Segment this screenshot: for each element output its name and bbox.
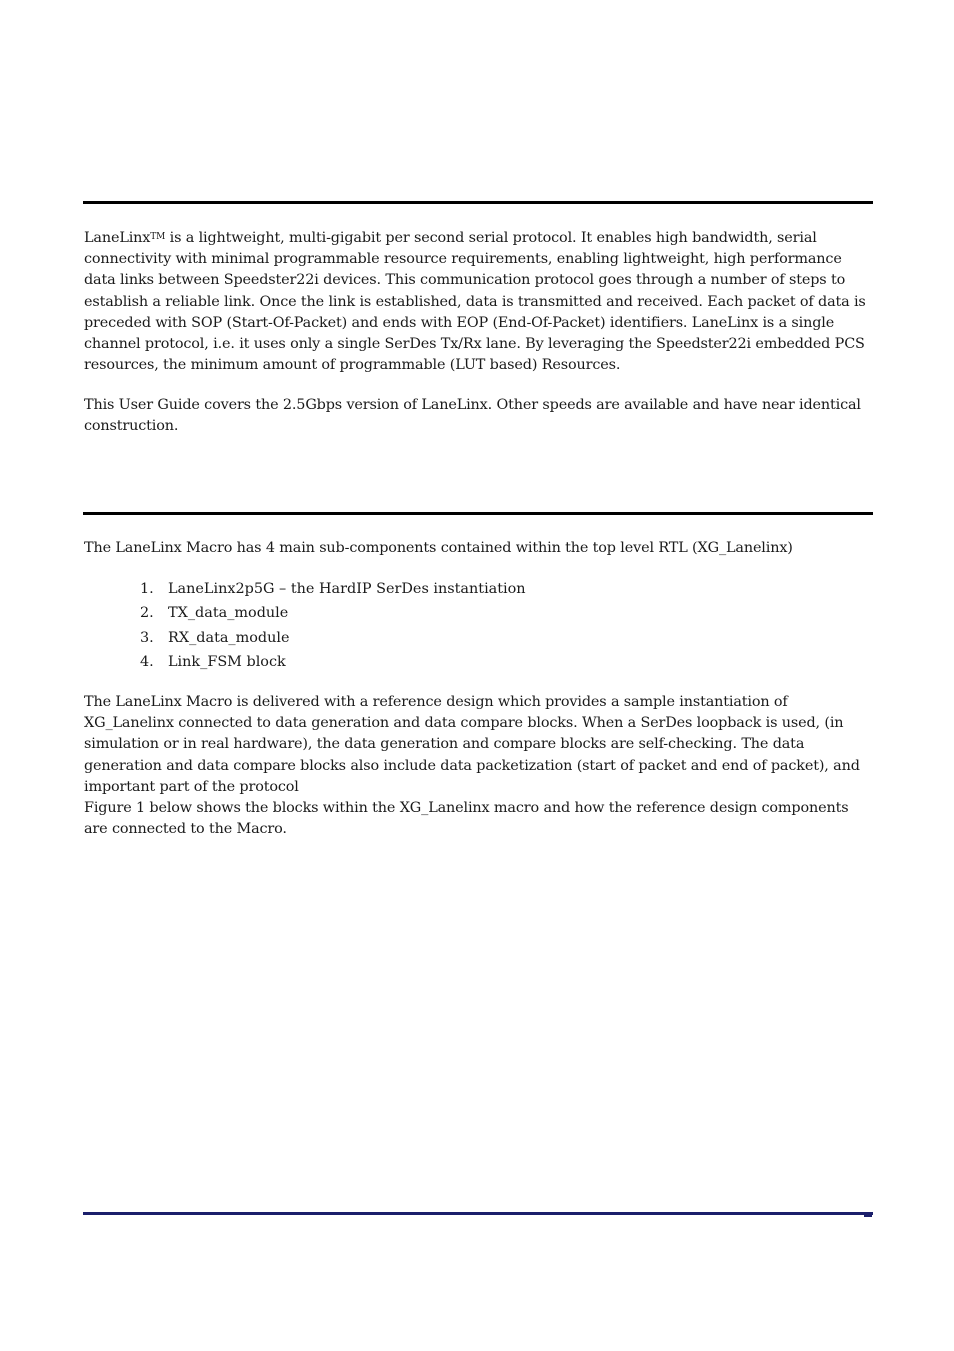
- version-paragraph: This User Guide covers the 2.5Gbps version of LaneLinx. Other speeds are available and have near identical construction.: [84, 397, 861, 435]
- section-1-rule: [83, 201, 873, 204]
- components-list: [140, 577, 840, 674]
- footer-tick: [864, 1215, 872, 1217]
- list-item: [140, 577, 840, 601]
- footer-rule: [83, 1212, 873, 1215]
- intro-paragraph: [84, 227, 874, 376]
- list-text: TX_data_module: [168, 605, 289, 622]
- trademark-mark: TM: [150, 232, 166, 242]
- section-1-body-2: [84, 395, 874, 437]
- list-number: 3.: [140, 629, 154, 646]
- list-text: Link_FSM block: [168, 653, 286, 670]
- list-number: 2.: [140, 605, 154, 622]
- figure-reference-paragraph: Figure 1 below shows the blocks within the XG_Lanelinx macro and how the reference design components are connected to the Macro.: [84, 800, 849, 838]
- list-item: [140, 626, 840, 650]
- section-2-intro: [84, 538, 874, 559]
- lanelinx-name: LaneLinx: [84, 230, 151, 246]
- list-number: 1.: [140, 581, 154, 597]
- section-2-body-2: [84, 798, 874, 840]
- intro-paragraph-text: is a lightweight, multi-gigabit per second serial protocol. It enables high bandwidth, serial connectivity with minimal programmable resource requirements, enabling lightweight, high performance data links between Speedster22i devices. This communication protocol goes through a number of steps to establish a reliable link. Once the link is established, data is transmitted and received. Each packet of data is preceded with SOP (Start-Of-Packet) and ends with EOP (End-Of-Packet) identifiers. LaneLinx is a single channel protocol, i.e. it uses only a single SerDes Tx/Rx lane. By leveraging the Speedster22i embedded PCS resources, the minimum amount of programmable (LUT based) Resources.: [84, 230, 866, 374]
- list-text: RX_data_module: [168, 629, 290, 646]
- section-2-rule: [83, 512, 873, 515]
- list-number: 4.: [140, 653, 154, 670]
- section-2-body: [84, 692, 874, 798]
- reference-design-paragraph: The LaneLinx Macro is delivered with a reference design which provides a sample instantiation of XG_Lanelinx connected to data generation and data compare blocks. When a SerDes loopback is used, (in simulation or in real hardware), the data generation and compare blocks are self-checking. The data generation and data compare blocks also include data packetization (start of packet and end of packet), and important part of the protocol: [84, 694, 860, 795]
- list-item: [140, 601, 840, 625]
- list-text: LaneLinx2p5G – the HardIP SerDes instantiation: [168, 581, 526, 597]
- section-1-body: [84, 227, 874, 376]
- list-item: [140, 650, 840, 674]
- components-intro: The LaneLinx Macro has 4 main sub-components contained within the top level RTL (XG_Lanelinx): [84, 540, 793, 556]
